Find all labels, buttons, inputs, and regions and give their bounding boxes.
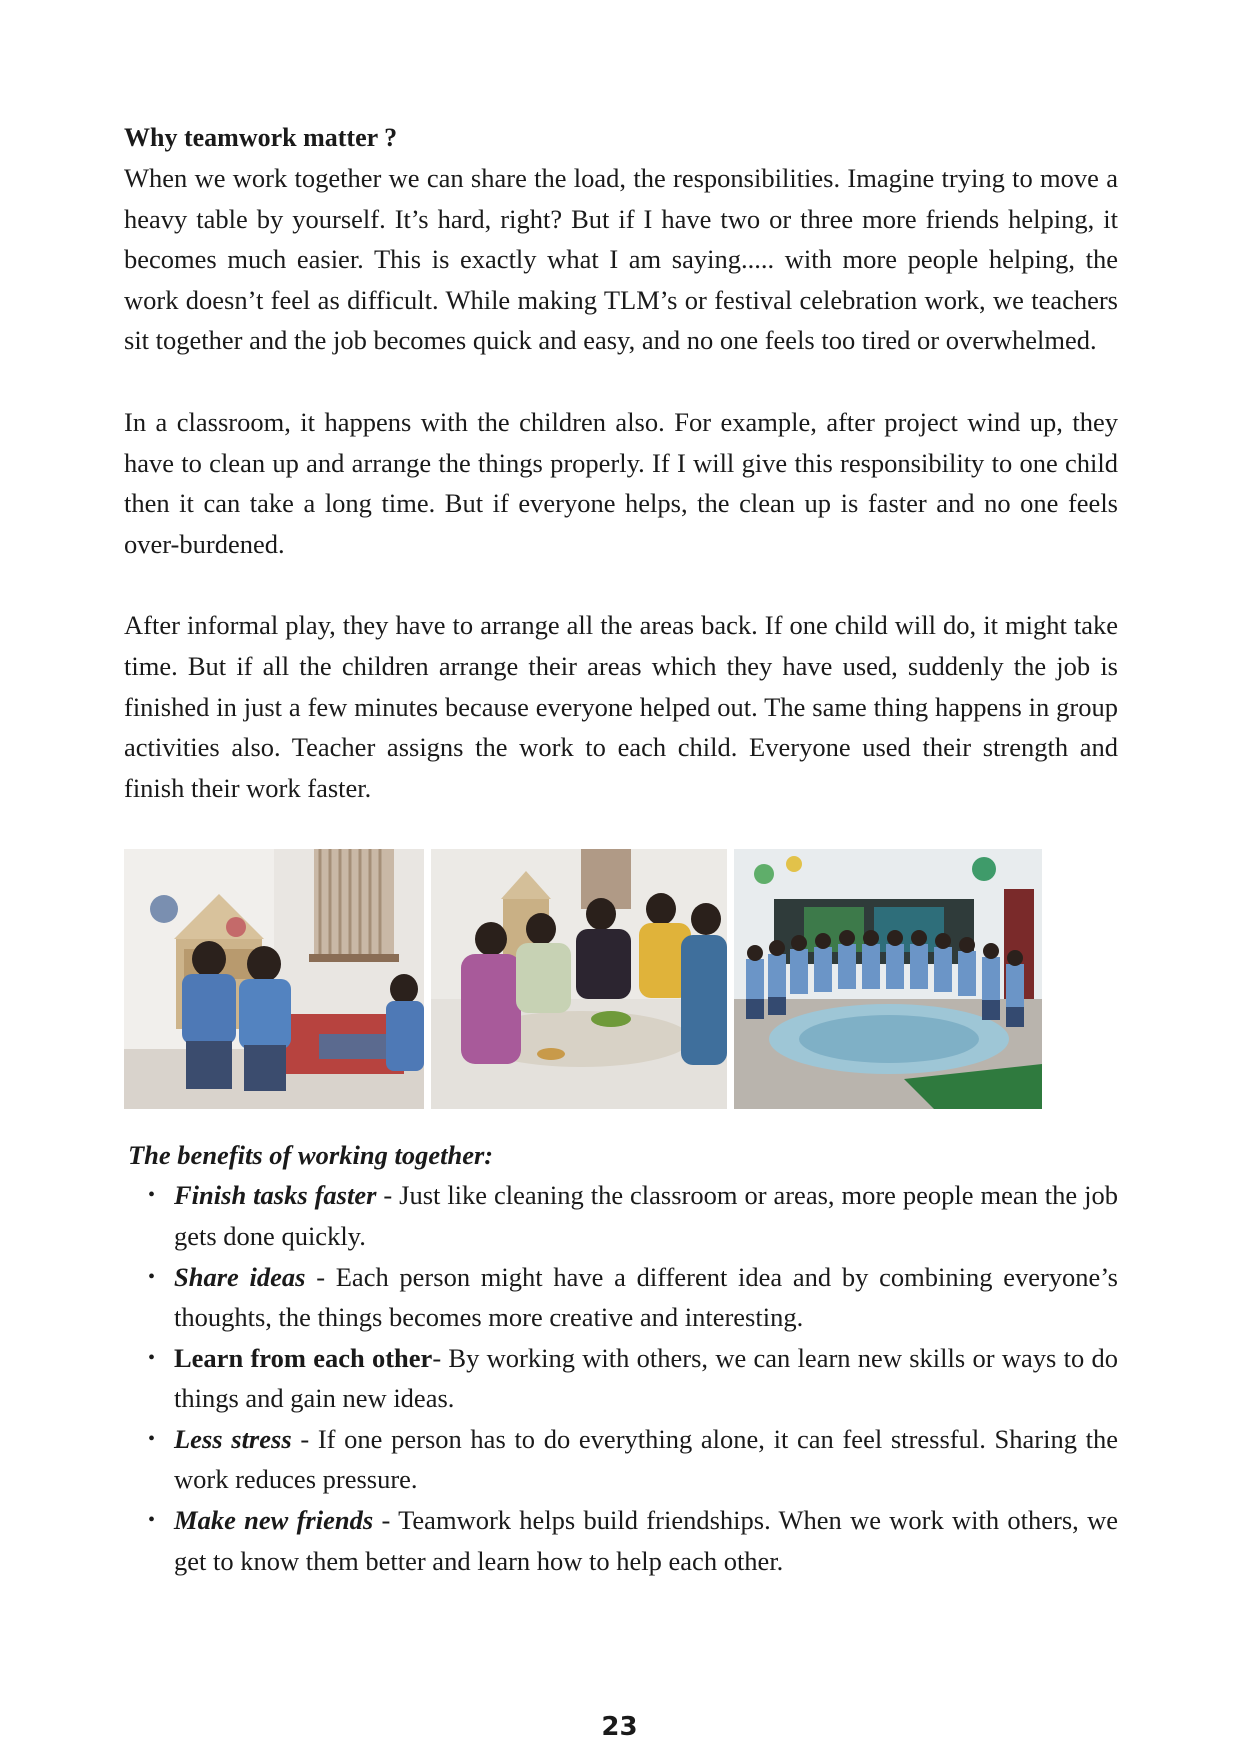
page-number: 23 [601, 1712, 638, 1742]
benefit-text: - Each person might have a different idea and by combining everyone’s thoughts, the things becomes more creative and interesting. [174, 1261, 1118, 1333]
list-item [148, 1338, 1118, 1419]
benefit-term: Less stress [174, 1423, 292, 1454]
paragraph-2: In a classroom, it happens with the children also. For example, after project wind up, they have to clean up and arrange the things properly. If I will give this responsibility to one child then it can take a long time. But if everyone helps, the clean up is faster and no one feels over-burdened. [124, 406, 1118, 559]
benefit-term: Learn from each other [174, 1342, 433, 1373]
benefit-text: - Just like cleaning the classroom or areas, more people mean the job gets done quickly. [174, 1180, 1118, 1251]
photo-children-arranging-area-image [124, 849, 424, 1109]
list-item [148, 1175, 1118, 1256]
photo-teachers-making-tlm [431, 849, 727, 1109]
paragraph-3: After informal play, they have to arrange all the areas back. If one child will do, it might take time. But if all the children arrange their areas which they have used, suddenly the job is finished in just a few minutes because everyone helped out. The same thing happens in group activities also. Teacher assigns the work to each child. Everyone used their strength and finish their work faster. [124, 610, 1118, 803]
benefit-text: - If one person has to do everything alone, it can feel stressful. Sharing the work reduces pressure. [174, 1423, 1118, 1495]
benefits-list [124, 1175, 1118, 1581]
benefit-term: Share ideas [174, 1261, 306, 1292]
page-content [124, 118, 1118, 1581]
benefit-text: - By working with others, we can learn new skills or ways to do things and gain new ideas. [174, 1342, 1118, 1414]
section-heading: Why teamwork matter ? [124, 123, 398, 152]
bullet-icon: • [148, 1265, 156, 1288]
photo-teachers-making-tlm-image [431, 849, 727, 1109]
bullet-icon: • [148, 1427, 156, 1450]
photo-children-arranging-area [124, 849, 424, 1109]
photo-children-group-activity [734, 849, 1042, 1109]
paragraph-1: When we work together we can share the load, the responsibilities. Imagine trying to move a heavy table by yourself. It’s hard, right? But if I have two or three more friends helping, it becomes much easier. This is exactly what I am saying..... with more people helping, the work doesn’t feel as difficult. While making TLM’s or festival celebration work, we teachers sit together and the job becomes quick and easy, and no one feels too tired or overwhelmed. [124, 163, 1118, 356]
bullet-icon: • [148, 1509, 156, 1532]
benefit-term: Make new friends [174, 1505, 374, 1536]
bullet-icon: • [148, 1184, 156, 1207]
bullet-icon: • [148, 1346, 156, 1369]
benefit-text: - Teamwork helps build friendships. When we work with others, we get to know them better and learn how to help each other. [174, 1505, 1118, 1576]
list-item [148, 1257, 1118, 1338]
benefit-term: Finish tasks faster [174, 1180, 377, 1211]
photo-children-group-activity-image [734, 849, 1042, 1109]
list-item [148, 1500, 1118, 1581]
photo-strip [124, 849, 1118, 1109]
benefits-title: The benefits of working together: [128, 1140, 494, 1171]
list-item [148, 1419, 1118, 1500]
